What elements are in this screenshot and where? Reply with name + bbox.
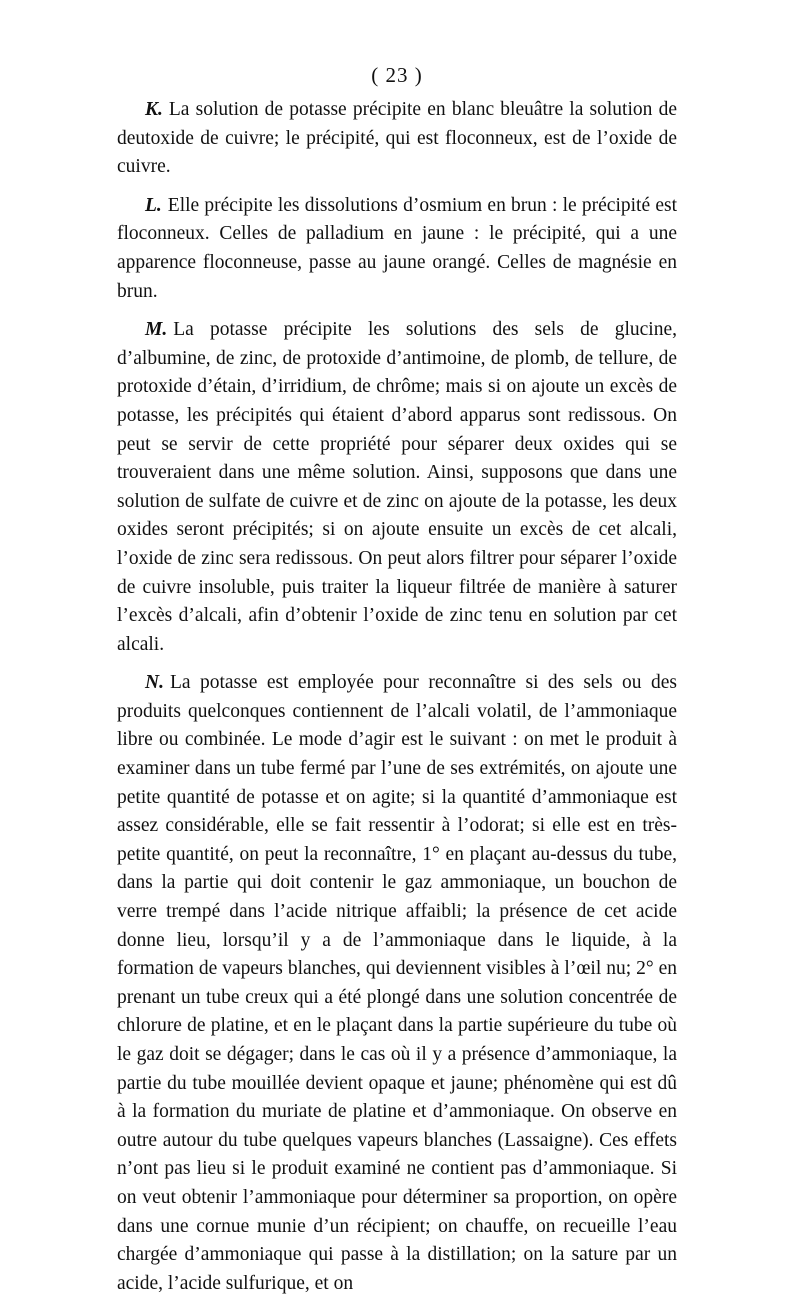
paragraph-l — [117, 192, 677, 306]
paragraph-text: La potasse précipite les solutions des sels de glucine, d’albumine, de zinc, de protoxide d’antimoine, de plomb, de tellure, de protoxide d’étain, d’irridium, de chrôme; mais si on ajoute un excès de potasse, les précipités qui étaient d’abord apparus sont redissous. On peut se servir de cette propriété pour séparer deux oxides qui se trouveraient dans une même solution. Ainsi, supposons que dans une solution de sulfate de cuivre et de zinc on ajoute de la potasse, les deux oxides seront précipités; si on ajoute ensuite un excès de cet alcali, l’oxide de zinc sera redissous. On peut alors filtrer pour séparer l’oxide de cuivre insoluble, puis traiter la liqueur filtrée de manière à saturer l’excès d’alcali, afin d’obtenir l’oxide de zinc tenu en solution par cet alcali. — [117, 319, 677, 655]
book-page — [117, 60, 677, 1308]
paragraph-letter: M. — [145, 319, 168, 341]
paragraph-letter: N. — [145, 672, 164, 694]
paragraph-letter: L. — [145, 194, 162, 216]
paragraph-text: Elle précipite les dissolutions d’osmium en brun : le précipité est floconneux. Celles de palladium en jaune : le précipité, qui a une apparence floconneuse, passe au jaune orangé. Celles de magnésie en brun. — [117, 194, 677, 302]
paragraph-k — [117, 96, 677, 182]
paragraph-text: La potasse est employée pour reconnaître si des sels ou des produits quelconques contiennent de l’alcali volatil, de l’ammoniaque libre ou combinée. Le mode d’agir est le suivant : on met le produit à examiner dans un tube fermé par l’une de ses extrémités, on ajoute une petite quantité de potasse et on agite; si la quantité d’ammoniaque est assez considérable, elle se fait ressentir à l’odorat; si elle est en très-petite quantité, on peut la reconnaître, 1° en plaçant au-dessus du tube, dans la partie qui doit contenir le gaz ammoniaque, un bouchon de verre trempé dans l’acide nitrique affaibli; la présence de cet acide donne lieu, lorsqu’il y a de l’ammoniaque dans le liquide, à la formation de vapeurs blanches, qui deviennent visibles à l’œil nu; 2° en prenant un tube creux qui a été plongé dans une solution concentrée de chlorure de platine, et en le plaçant dans la partie supérieure du tube où le gaz doit se dégager; dans le cas où il y a présence d’ammoniaque, la partie du tube mouillée devient opaque et jaune; phénomène qui est dû à la formation du muriate de platine et d’ammoniaque. On observe en outre autour du tube quelques vapeurs blanches (Lassaigne). Ces effets n’ont pas lieu si le produit examiné ne contient pas d’ammoniaque. Si on veut obtenir l’ammoniaque pour déterminer sa proportion, on opère dans une cornue munie d’un récipient; on chauffe, on recueille l’eau chargée d’ammoniaque qui passe à la distillation; on la sature par un acide, l’acide sulfurique, et on — [117, 672, 677, 1294]
page-number: ( 23 ) — [371, 63, 423, 87]
paragraph-n — [117, 669, 677, 1298]
paragraph-text: La solution de potasse précipite en blanc bleuâtre la solution de deutoxide de cuivre; le précipité, qui est floconneux, est de l’oxide de cuivre. — [117, 99, 677, 178]
paragraph-letter: K. — [145, 99, 163, 120]
paragraph-m — [117, 316, 677, 659]
